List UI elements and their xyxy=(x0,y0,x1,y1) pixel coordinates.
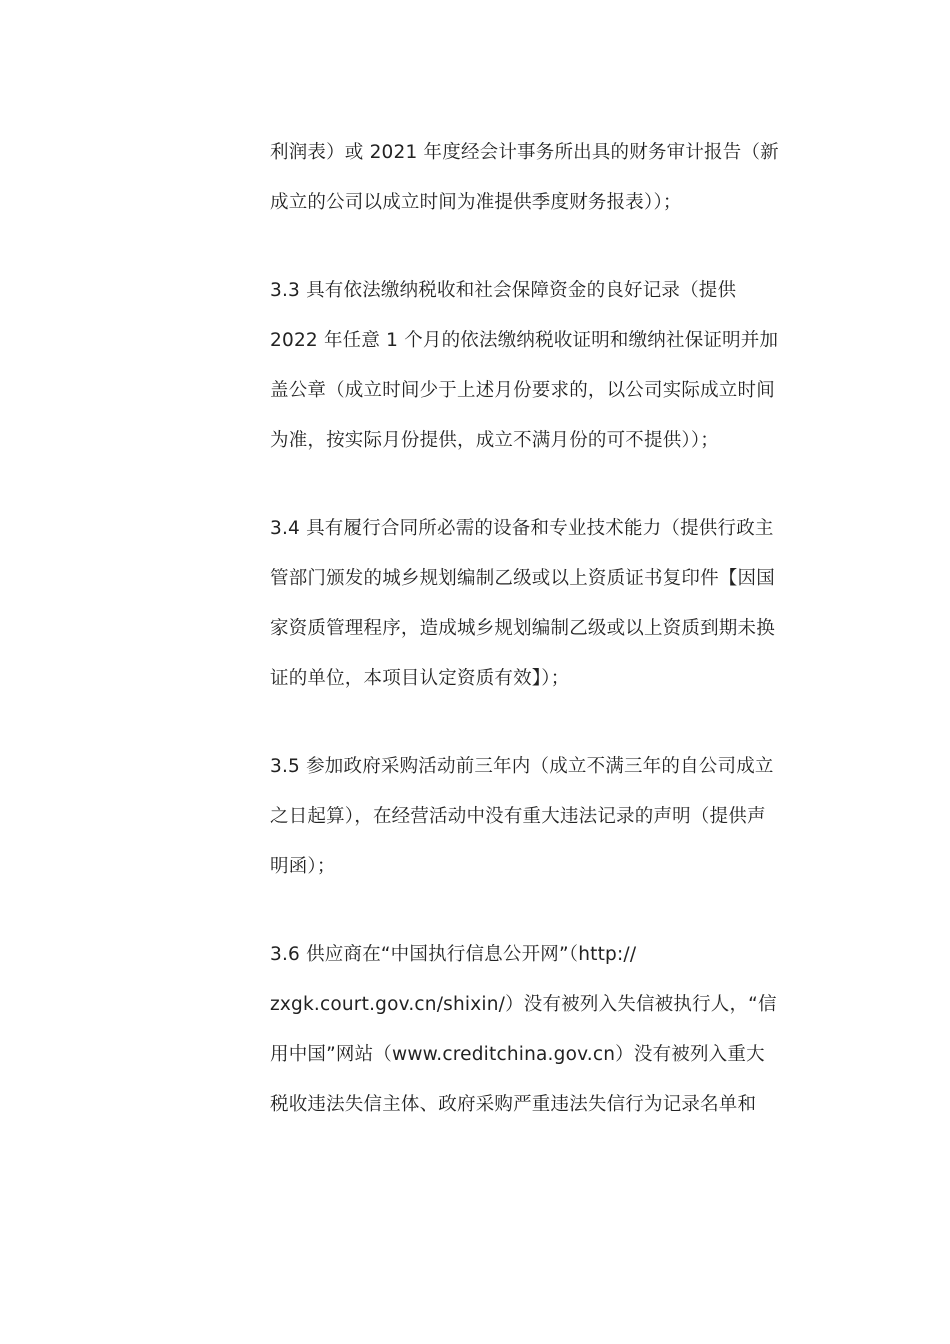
text-line: 成立的公司以成立时间为准提供季度财务报表））； xyxy=(270,192,682,213)
text-line: 3.5 参加政府采购活动前三年内（成立不满三年的自公司成立 xyxy=(270,756,774,777)
text-line: 盖公章（成立时间少于上述月份要求的，以公司实际成立时间 xyxy=(270,380,775,401)
paragraph-3-6-credit-check xyxy=(270,930,790,1130)
text-line: 3.4 具有履行合同所必需的设备和专业技术能力（提供行政主 xyxy=(270,518,774,539)
paragraph-3-3-tax-social-security xyxy=(270,266,790,466)
text-line: 3.6 供应商在“中国执行信息公开网”（http:// xyxy=(270,944,637,965)
paragraph-3-5-no-violation-record xyxy=(270,742,790,892)
text-line: 为准，按实际月份提供，成立不满月份的可不提供））； xyxy=(270,430,720,451)
text-line: 税收违法失信主体、政府采购严重违法失信行为记录名单和 xyxy=(270,1094,757,1115)
text-line: 证的单位，本项目认定资质有效】）； xyxy=(270,668,570,689)
text-line: 用中国”网站（www.creditchina.gov.cn）没有被列入重大 xyxy=(270,1044,765,1065)
text-line: 管部门颁发的城乡规划编制乙级或以上资质证书复印件【因国 xyxy=(270,568,775,589)
text-line: 家资质管理程序，造成城乡规划编制乙级或以上资质到期未换 xyxy=(270,618,775,639)
text-line: 3.3 具有依法缴纳税收和社会保障资金的良好记录（提供 xyxy=(270,280,737,301)
document-body xyxy=(270,128,790,1130)
text-line: 2022 年任意 1 个月的依法缴纳税收证明和缴纳社保证明并加 xyxy=(270,330,779,351)
paragraph-financial-report xyxy=(270,128,790,228)
paragraph-3-4-equipment-qualification xyxy=(270,504,790,704)
text-line: 明函）； xyxy=(270,856,336,877)
text-line: zxgk.court.gov.cn/shixin/）没有被列入失信被执行人，“信 xyxy=(270,994,777,1015)
text-line: 之日起算），在经营活动中没有重大违法记录的声明（提供声 xyxy=(270,806,766,827)
text-line: 利润表）或 2021 年度经会计事务所出具的财务审计报告（新 xyxy=(270,142,779,163)
